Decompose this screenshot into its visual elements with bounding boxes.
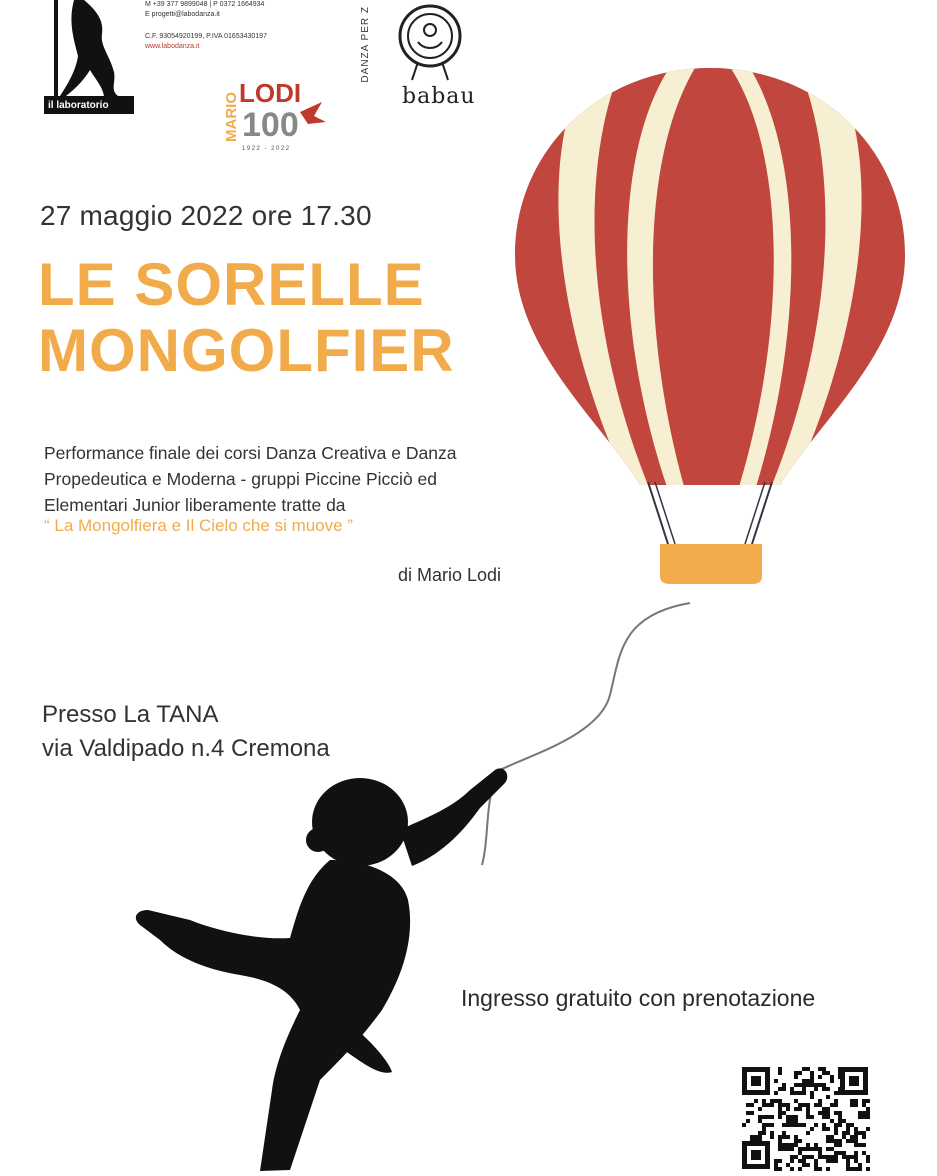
mario-lodi-100-logo <box>222 72 330 154</box>
event-title-line1: LE SORELLE <box>38 251 425 318</box>
entry-info: Ingresso gratuito con prenotazione <box>461 985 816 1011</box>
event-description <box>44 440 524 518</box>
qr-code-icon[interactable] <box>740 1065 870 1171</box>
contact-line: M +39 377 9899048 | P 0372 1664934 <box>145 1 265 8</box>
contact-block <box>145 0 267 52</box>
child-silhouette-icon <box>120 760 530 1171</box>
description-line: Elementari Junior liberamente tratte da <box>44 495 346 515</box>
description-line: Propedeutica e Moderna - gruppi Piccine Picciò ed <box>44 469 437 489</box>
lodi-bird-icon <box>300 102 326 124</box>
contact-spacer <box>145 20 267 32</box>
source-quote: “ La Mongolfiera e Il Cielo che si muove ” <box>44 516 353 535</box>
danza-vertical-text: DANZA PER Z <box>360 6 371 83</box>
lodi-years: 1922 - 2022 <box>242 146 291 152</box>
event-title <box>38 252 455 384</box>
description-line: Performance finale dei corsi Danza Creativa e Danza <box>44 443 457 463</box>
lodi-number: 100 <box>242 106 299 144</box>
contact-line[interactable]: E progetti@labodanza.it <box>145 11 220 18</box>
lodi-mario-word: MARIO <box>223 92 240 142</box>
event-date: 27 maggio 2022 ore 17.30 <box>40 200 372 231</box>
venue-line1: Presso La TANA <box>42 701 219 728</box>
lodi-lodi-word: LODI <box>239 78 302 108</box>
laboratorio-label: il laboratorio <box>48 100 109 111</box>
event-venue <box>42 698 330 766</box>
contact-line[interactable]: www.labodanza.it <box>145 43 200 50</box>
event-title-line2: MONGOLFIER <box>38 317 455 384</box>
author-credit: di Mario Lodi <box>398 565 502 585</box>
babau-wordmark: babau <box>402 84 476 109</box>
hot-air-balloon-icon <box>500 60 920 600</box>
laboratorio-logo <box>44 0 134 114</box>
contact-line: C.F. 93054920199, P.IVA 01653430197 <box>145 33 267 40</box>
venue-line2: via Valdipado n.4 Cremona <box>42 735 330 762</box>
